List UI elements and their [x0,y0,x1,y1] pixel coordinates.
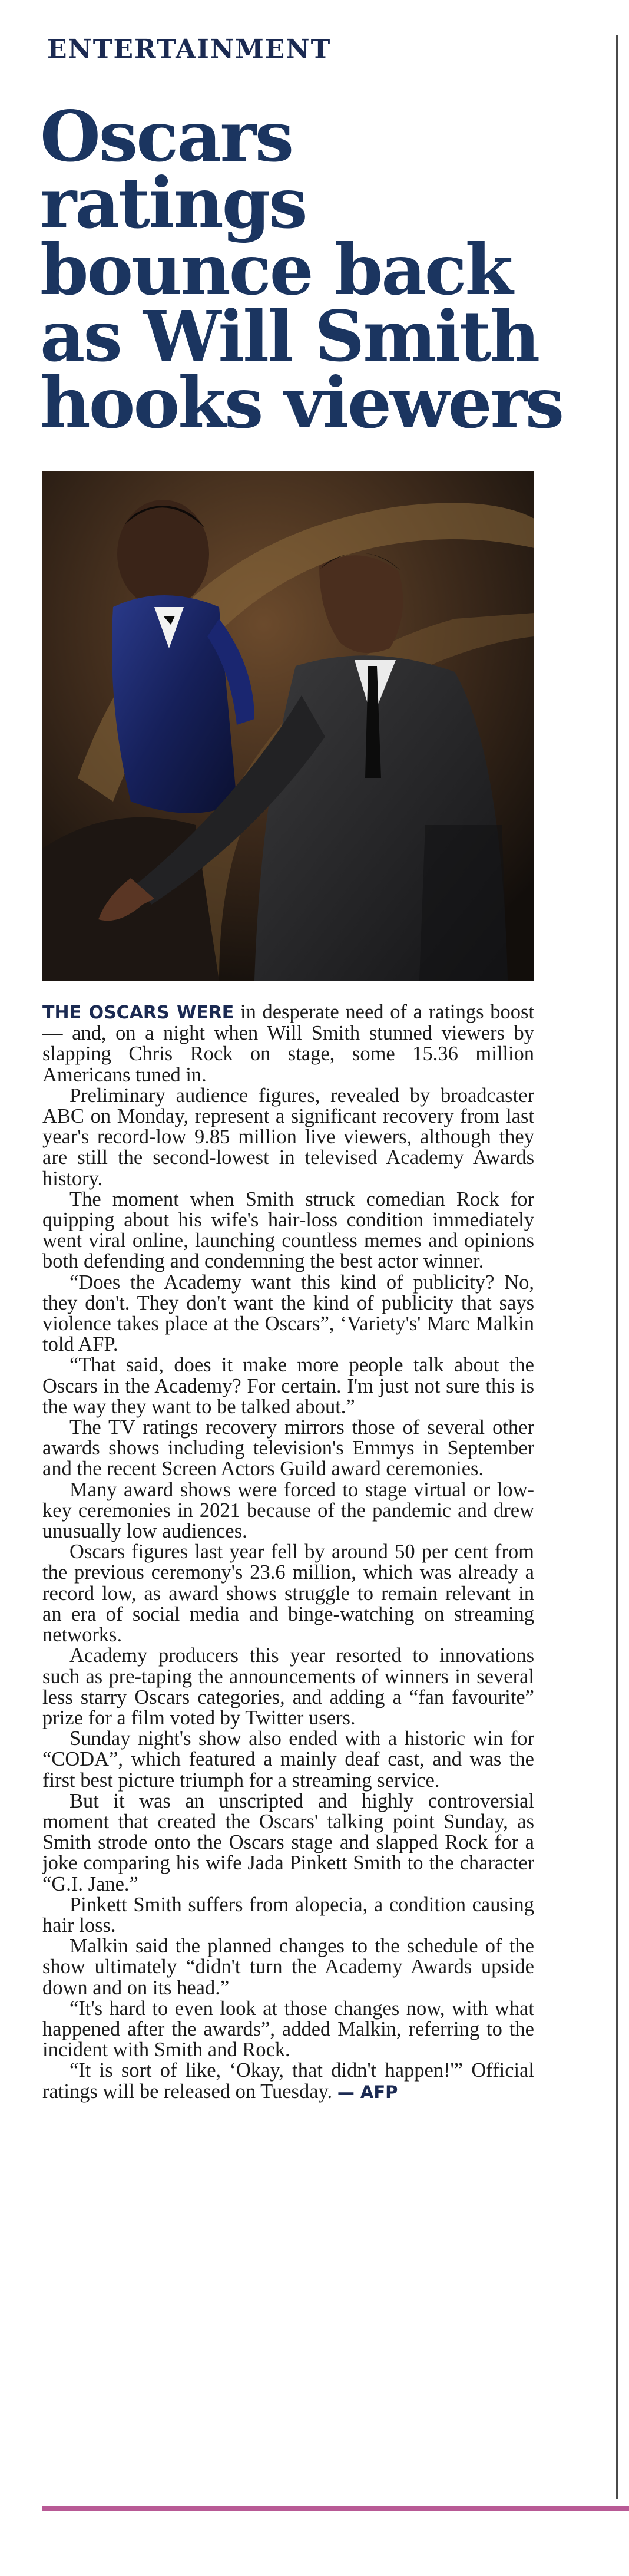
article-paragraph: Oscars figures last year fell by around 50 per cent from the previous ceremony's 23.6 million, which was already a record low, as award shows struggle to remain relevant in an era of social media and binge-watching on streaming networks. [42,1541,534,1647]
article-paragraph: Pinkett Smith suffers from alopecia, a condition causing hair loss. [42,1893,534,1937]
news-photo [42,471,534,981]
article-paragraph: But it was an unscripted and highly controversial moment that created the Oscars' talking point Sunday, as Smith strode onto the Oscars stage and slapped Rock for a joke comparing his wife Jada Pinkett Smith to the character “G.I. Jane.” [42,1789,534,1895]
article-credit: — AFP [337,2082,398,2102]
bottom-accent-rule [42,2506,629,2511]
article-paragraph: “Does the Academy want this kind of publicity? No, they don't. They don't want the kind of publicity that says violence takes place at the Oscars”, ‘Variety's' Marc Malkin told AFP. [42,1271,534,1356]
article-paragraph: The TV ratings recovery mirrors those of several other awards shows including television's Emmys in September and the recent Screen Actors Guild award ceremonies. [42,1416,534,1480]
article-paragraph [42,2060,534,2102]
headline-line: hooks viewers [40,362,563,444]
article-paragraph: “It's hard to even look at those changes now, with what happened after the awards”, added Malkin, referring to the incident with Smith and Rock. [42,1997,534,2062]
article-lead-text: in desperate need of a ratings boost — and, on a night when Will Smith stunned viewers by slapping Chris Rock on stage, some 15.36 million Americans tuned in. [42,1001,534,1086]
article-kicker: THE OSCARS WERE [42,1002,234,1023]
headline-line: ratings [40,162,306,244]
article-paragraph: Malkin said the planned changes to the schedule of the show ultimately “didn't turn the Academy Awards upside down and on its head.” [42,1935,534,1999]
headline-line: as Will Smith [40,295,539,377]
article-paragraph: Sunday night's show also ended with a historic win for “CODA”, which featured a mainly deaf cast, and was the first best picture triumph for a streaming service. [42,1727,534,1792]
section-label: ENTERTAINMENT [47,34,332,64]
article-paragraph [42,1002,534,1086]
article-paragraph: “That said, does it make more people talk about the Oscars in the Academy? For certain. I'm just not sure this is the way they want to be talked about.” [42,1354,534,1418]
article-paragraph: Academy producers this year resorted to innovations such as pre-taping the announcements of winners in several less starry Oscars categories, and adding a “fan favourite” prize for a film voted by Twitter users. [42,1644,534,1729]
article-paragraph: Preliminary audience figures, revealed by broadcaster ABC on Monday, represent a significant recovery from last year's record-low 9.85 million live viewers, although they are still the second-lowest in televised Academy Awards history. [42,1084,534,1190]
photo-illustration [42,471,534,981]
article-body [42,1002,534,2103]
article-paragraph: Many award shows were forced to stage virtual or low-key ceremonies in 2021 because of the pandemic and drew unusually low audiences. [42,1478,534,1543]
headline-line: Oscars [40,95,293,177]
headline [40,95,605,444]
article-closing-text: “It is sort of like, ‘Okay, that didn't happen!'” Official ratings will be released on Tuesday. [42,2059,534,2103]
column-divider [616,35,618,2499]
article-paragraph: The moment when Smith struck comedian Rock for quipping about his wife's hair-loss condition immediately went viral online, launching countless memes and opinions both defending and condemning the best actor winner. [42,1188,534,1273]
headline-line: bounce back [40,229,512,311]
